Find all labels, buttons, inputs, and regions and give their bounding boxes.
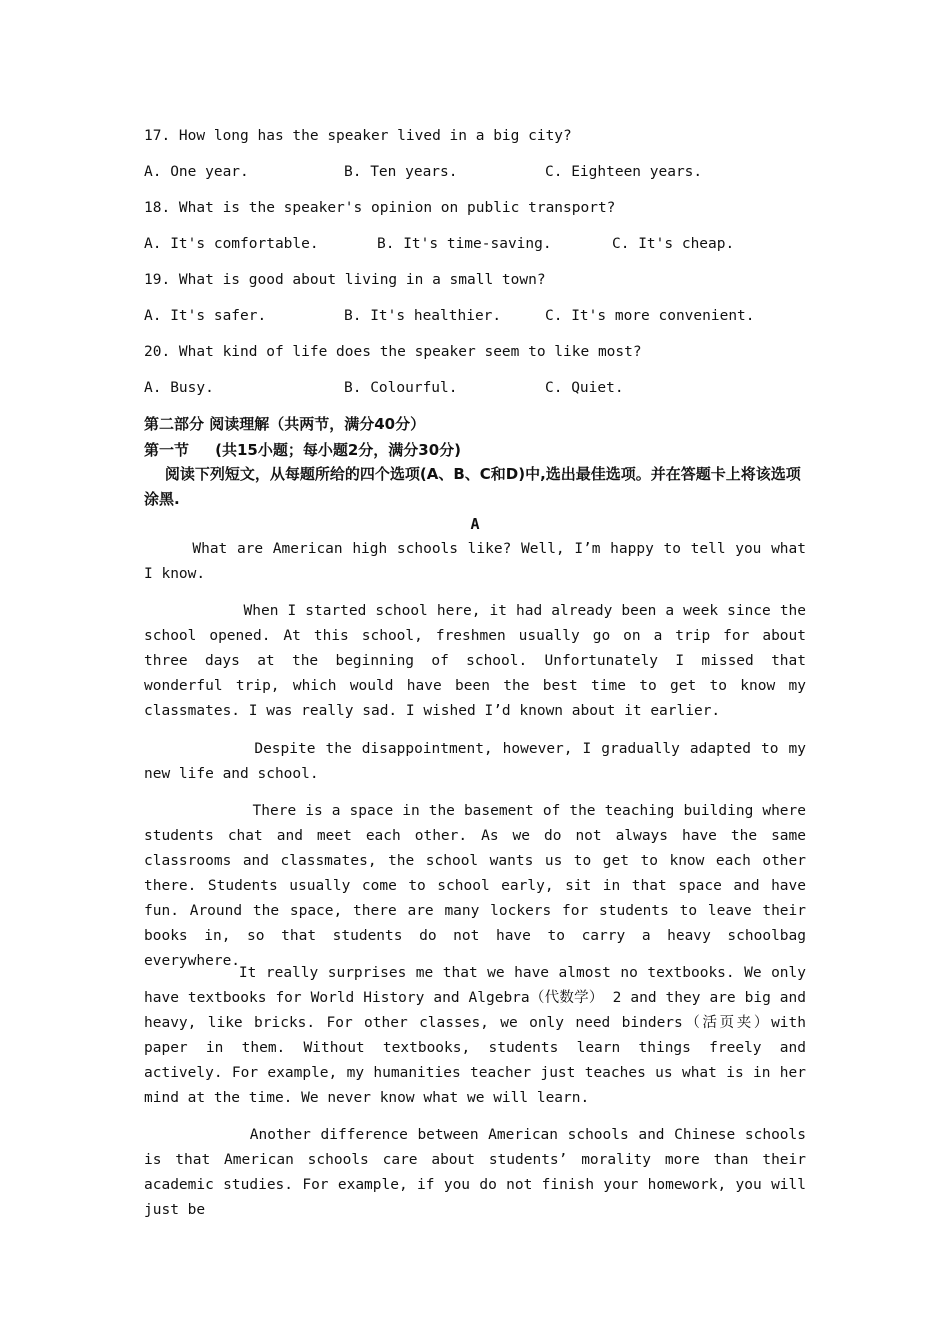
- question-18-option-a: A. It's comfortable.: [144, 236, 319, 252]
- question-19-option-b: B. It's healthier.: [344, 308, 502, 324]
- question-17-option-c: C. Eighteen years.: [545, 164, 703, 180]
- question-17-stem: 17. How long has the speaker lived in a big city?: [144, 128, 572, 144]
- passage-paragraph: It really surprises me that we have almost no textbooks. We only have textbooks for World History and Algebra（代数学） 2 and they are big and heavy, like bricks. For other classes, we only need binders（活页夹）with paper in them. Without textbooks, students learn things freely and actively. For example, my humanities teacher just teaches us what is in her mind at the time. We never know what we will learn.: [144, 965, 815, 1106]
- question-18-option-c: C. It's cheap.: [612, 236, 735, 252]
- question-19-option-c: C. It's more convenient.: [545, 308, 755, 324]
- question-19-option-a: A. It's safer.: [144, 308, 267, 324]
- reading-instructions: 阅读下列短文，从每题所给的四个选项(A、B、C和D)中,选出最佳选项。并在答题卡上将该选项涂黑.: [144, 465, 801, 508]
- passage-paragraph: What are American high schools like? Well, I’m happy to tell you what I know.: [144, 541, 815, 582]
- question-20-option-c: C. Quiet.: [545, 380, 624, 396]
- question-18-option-b: B. It's time-saving.: [377, 236, 552, 252]
- part-title: 第二部分 阅读理解（共两节，满分40分）: [144, 415, 426, 433]
- question-20-option-a: A. Busy.: [144, 380, 214, 396]
- subsection-title: 第一节 (共15小题；每小题2分，满分30分): [144, 441, 462, 459]
- question-20-option-b: B. Colourful.: [344, 380, 458, 396]
- passage-paragraph: Despite the disappointment, however, I gradually adapted to my new life and school.: [144, 741, 815, 782]
- question-17-option-a: A. One year.: [144, 164, 249, 180]
- passage-paragraph: There is a space in the basement of the teaching building where students chat and meet each other. As we do not always have the same classrooms and classmates, the school wants us to get to know each other there. Students usually come to school early, sit in that space and have fun. Around the space, there are many lockers for students to leave their books in, so that students do not have to carry a heavy schoolbag everywhere.: [144, 803, 815, 969]
- question-20-stem: 20. What kind of life does the speaker seem to like most?: [144, 344, 642, 360]
- question-18-stem: 18. What is the speaker's opinion on public transport?: [144, 200, 616, 216]
- question-19-stem: 19. What is good about living in a small town?: [144, 272, 546, 288]
- question-17-option-b: B. Ten years.: [344, 164, 458, 180]
- passage-paragraph: When I started school here, it had already been a week since the school opened. At this school, freshmen usually go on a trip for about three days at the beginning of school. Unfortunately I missed that wonderful trip, which would have been the best time to get to know my classmates. I was really sad. I wished I’d known about it earlier.: [144, 603, 815, 719]
- passage-label: A: [470, 515, 480, 533]
- passage-paragraph: Another difference between American schools and Chinese schools is that American schools care about students’ morality more than their academic studies. For example, if you do not finish your homework, you will just be: [144, 1127, 815, 1218]
